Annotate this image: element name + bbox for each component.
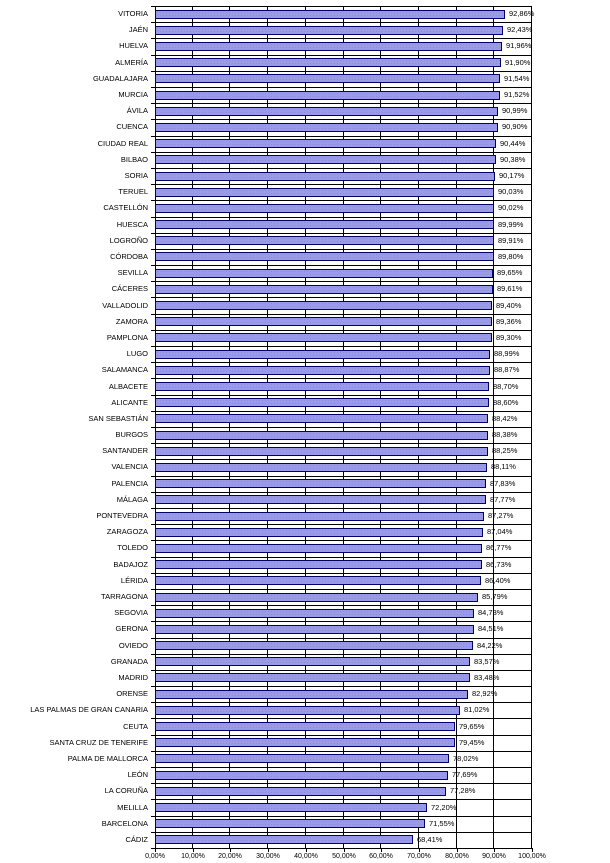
category-gridline — [155, 330, 532, 331]
category-label: CUENCA — [116, 122, 148, 131]
value-tick — [381, 848, 382, 852]
category-tick — [151, 670, 155, 671]
bar-value-label: 88,42% — [492, 414, 518, 423]
category-tick — [151, 443, 155, 444]
bar-value-label: 77,69% — [452, 770, 478, 779]
category-label: LUGO — [126, 349, 148, 358]
value-tick — [457, 848, 458, 852]
bar — [155, 738, 455, 747]
category-gridline — [155, 119, 532, 120]
category-tick — [151, 751, 155, 752]
category-label: JAÉN — [128, 25, 148, 34]
category-label: ZARAGOZA — [106, 527, 148, 536]
category-label: VALLADOLID — [102, 301, 148, 310]
category-tick — [151, 6, 155, 7]
bar-value-label: 90,90% — [502, 122, 528, 131]
category-tick — [151, 265, 155, 266]
category-label: LÉRIDA — [120, 576, 148, 585]
category-gridline — [155, 38, 532, 39]
bar-value-label: 90,03% — [498, 187, 524, 196]
bar-value-label: 87,04% — [487, 527, 513, 536]
category-tick — [151, 508, 155, 509]
bar — [155, 722, 455, 731]
category-gridline — [155, 654, 532, 655]
category-label: CÁCERES — [111, 284, 148, 293]
category-gridline — [155, 686, 532, 687]
category-tick — [151, 783, 155, 784]
category-tick — [151, 686, 155, 687]
category-tick — [151, 346, 155, 347]
category-label: BURGOS — [115, 430, 148, 439]
category-label: BADAJOZ — [113, 560, 148, 569]
category-label: VALENCIA — [111, 462, 148, 471]
value-tick — [193, 848, 194, 852]
category-tick — [151, 427, 155, 428]
value-tick — [306, 848, 307, 852]
bar-value-label: 68,41% — [417, 835, 443, 844]
category-label: ZAMORA — [115, 317, 148, 326]
category-tick — [151, 71, 155, 72]
bar — [155, 58, 501, 67]
value-axis-tick-label: 70,00% — [407, 853, 431, 860]
bar — [155, 447, 488, 456]
bar-value-label: 86,40% — [485, 576, 511, 585]
category-gridline — [155, 816, 532, 817]
category-gridline — [155, 362, 532, 363]
category-tick — [151, 152, 155, 153]
category-label: SEGOVIA — [114, 608, 148, 617]
bar-value-label: 87,77% — [490, 495, 516, 504]
category-gridline — [155, 589, 532, 590]
category-gridline — [155, 492, 532, 493]
category-label: ALICANTE — [111, 398, 148, 407]
bar — [155, 673, 470, 682]
category-label: GERONA — [115, 624, 148, 633]
category-tick — [151, 297, 155, 298]
category-tick — [151, 378, 155, 379]
bar — [155, 512, 484, 521]
category-gridline — [155, 103, 532, 104]
category-tick — [151, 589, 155, 590]
bar-value-label: 88,99% — [494, 349, 520, 358]
bar — [155, 625, 474, 634]
bar — [155, 835, 413, 844]
value-axis-tick-label: 50,00% — [332, 853, 356, 860]
category-tick — [151, 184, 155, 185]
bar — [155, 10, 505, 19]
value-tick — [344, 848, 345, 852]
bar — [155, 107, 498, 116]
bar-value-label: 92,43% — [507, 25, 533, 34]
bar-value-label: 79,65% — [459, 722, 485, 731]
category-gridline — [155, 638, 532, 639]
category-gridline — [155, 832, 532, 833]
category-gridline — [155, 751, 532, 752]
category-tick — [151, 411, 155, 412]
category-label: CIUDAD REAL — [97, 139, 148, 148]
bar — [155, 431, 488, 440]
bar-value-label: 90,17% — [499, 171, 525, 180]
category-label: TARRAGONA — [101, 592, 148, 601]
category-tick — [151, 718, 155, 719]
bar — [155, 123, 498, 132]
category-tick — [151, 168, 155, 169]
bar-value-label: 88,87% — [494, 365, 520, 374]
category-label: PALENCIA — [111, 479, 148, 488]
category-label: LOGROÑO — [109, 236, 148, 245]
bar — [155, 26, 503, 35]
value-tick — [155, 848, 156, 852]
category-tick — [151, 103, 155, 104]
bar-value-label: 88,70% — [493, 382, 519, 391]
category-tick — [151, 492, 155, 493]
value-axis-tick-label: 60,00% — [369, 853, 393, 860]
value-axis-tick-label: 90,00% — [482, 853, 506, 860]
bar — [155, 317, 492, 326]
bar-value-label: 84,51% — [478, 624, 504, 633]
category-tick — [151, 38, 155, 39]
category-gridline — [155, 346, 532, 347]
category-gridline — [155, 621, 532, 622]
category-label: LEÓN — [127, 770, 148, 779]
bar — [155, 285, 493, 294]
category-tick — [151, 119, 155, 120]
bar — [155, 819, 425, 828]
bar-value-label: 90,02% — [498, 203, 524, 212]
category-label: PONTEVEDRA — [96, 511, 148, 520]
category-gridline — [155, 735, 532, 736]
bar — [155, 544, 482, 553]
bar — [155, 593, 478, 602]
category-label: SEVILLA — [117, 268, 148, 277]
bar — [155, 690, 468, 699]
bar — [155, 74, 500, 83]
bar — [155, 657, 470, 666]
category-gridline — [155, 22, 532, 23]
bar-value-label: 88,60% — [493, 398, 519, 407]
bar — [155, 236, 494, 245]
bar-value-label: 83,57% — [474, 657, 500, 666]
category-label: CÁDIZ — [125, 835, 148, 844]
bar-value-label: 88,38% — [492, 430, 518, 439]
bar — [155, 398, 489, 407]
bar — [155, 754, 449, 763]
category-gridline — [155, 265, 532, 266]
value-axis-tick-label: 100,00% — [518, 853, 546, 860]
bar — [155, 787, 446, 796]
category-gridline — [155, 605, 532, 606]
category-label: PALMA DE MALLORCA — [67, 754, 148, 763]
bar-value-label: 84,73% — [478, 608, 504, 617]
bar-value-label: 91,54% — [504, 74, 530, 83]
value-axis-tick-label: 10,00% — [181, 853, 205, 860]
bar-value-label: 90,99% — [502, 106, 528, 115]
bar-value-label: 85,79% — [482, 592, 508, 601]
bar-value-label: 87,27% — [488, 511, 514, 520]
category-gridline — [155, 443, 532, 444]
bar-value-label: 90,38% — [500, 155, 526, 164]
bar-value-label: 91,96% — [506, 41, 532, 50]
category-tick — [151, 217, 155, 218]
category-label: OVIEDO — [118, 641, 148, 650]
bar-value-label: 89,30% — [496, 333, 522, 342]
category-gridline — [155, 184, 532, 185]
category-tick — [151, 557, 155, 558]
bar — [155, 333, 492, 342]
bar-value-label: 87,83% — [490, 479, 516, 488]
category-tick — [151, 22, 155, 23]
category-tick — [151, 136, 155, 137]
category-label: LAS PALMAS DE GRAN CANARIA — [30, 705, 148, 714]
category-gridline — [155, 71, 532, 72]
category-gridline — [155, 55, 532, 56]
bar — [155, 301, 492, 310]
bar-value-label: 89,99% — [498, 220, 524, 229]
value-axis-tick-label: 20,00% — [218, 853, 242, 860]
bar-value-label: 89,91% — [498, 236, 524, 245]
category-tick — [151, 832, 155, 833]
category-tick — [151, 638, 155, 639]
category-label: VITORIA — [118, 9, 148, 18]
category-gridline — [155, 459, 532, 460]
bar-value-label: 86,73% — [486, 560, 512, 569]
category-label: CÓRDOBA — [110, 252, 148, 261]
category-gridline — [155, 670, 532, 671]
category-tick — [151, 314, 155, 315]
category-gridline — [155, 411, 532, 412]
bar-value-label: 88,11% — [491, 462, 516, 471]
category-gridline — [155, 87, 532, 88]
value-axis-tick-label: 80,00% — [445, 853, 469, 860]
category-label: GRANADA — [110, 657, 148, 666]
category-tick — [151, 249, 155, 250]
bar-value-label: 77,28% — [450, 786, 476, 795]
category-gridline — [155, 718, 532, 719]
category-tick — [151, 573, 155, 574]
category-gridline — [155, 200, 532, 201]
bar — [155, 220, 494, 229]
category-tick — [151, 87, 155, 88]
bar-value-label: 89,40% — [496, 301, 522, 310]
bar — [155, 188, 494, 197]
bar — [155, 155, 496, 164]
category-tick — [151, 281, 155, 282]
category-label: SALAMANCA — [101, 365, 148, 374]
category-gridline — [155, 6, 532, 7]
category-label: MÁLAGA — [116, 495, 148, 504]
category-gridline — [155, 217, 532, 218]
category-label: SANTANDER — [102, 446, 148, 455]
category-gridline — [155, 557, 532, 558]
category-gridline — [155, 783, 532, 784]
bar-value-label: 89,80% — [498, 252, 524, 261]
bar-value-label: 89,61% — [497, 284, 523, 293]
category-label: GUADALAJARA — [92, 74, 148, 83]
category-gridline — [155, 395, 532, 396]
value-tick — [494, 848, 495, 852]
category-tick — [151, 540, 155, 541]
bar — [155, 382, 489, 391]
category-tick — [151, 816, 155, 817]
category-gridline — [155, 152, 532, 153]
category-label: BARCELONA — [101, 819, 148, 828]
value-tick — [419, 848, 420, 852]
bar-value-label: 86,77% — [486, 543, 512, 552]
bar — [155, 463, 487, 472]
category-tick — [151, 654, 155, 655]
category-gridline — [155, 702, 532, 703]
category-tick — [151, 735, 155, 736]
bar-value-label: 88,25% — [492, 446, 518, 455]
bar-value-label: 78,02% — [453, 754, 479, 763]
category-gridline — [155, 767, 532, 768]
bar — [155, 771, 448, 780]
category-gridline — [155, 233, 532, 234]
category-label: HUESCA — [116, 220, 148, 229]
bar — [155, 576, 481, 585]
bar-value-label: 83,48% — [474, 673, 500, 682]
bar-value-label: 91,90% — [505, 58, 531, 67]
category-gridline — [155, 540, 532, 541]
bar-value-label: 89,65% — [497, 268, 523, 277]
category-tick — [151, 799, 155, 800]
category-tick — [151, 767, 155, 768]
category-label: PAMPLONA — [106, 333, 148, 342]
bar — [155, 706, 460, 715]
bar — [155, 269, 493, 278]
bar — [155, 560, 482, 569]
category-tick — [151, 476, 155, 477]
bar — [155, 479, 486, 488]
bar-value-label: 71,55% — [429, 819, 455, 828]
bar — [155, 252, 494, 261]
bar-value-label: 84,22% — [477, 641, 503, 650]
category-tick — [151, 621, 155, 622]
category-gridline — [155, 168, 532, 169]
category-tick — [151, 330, 155, 331]
bar — [155, 139, 496, 148]
bar — [155, 528, 483, 537]
category-gridline — [155, 508, 532, 509]
category-label: SANTA CRUZ DE TENERIFE — [49, 738, 148, 747]
category-label: ÁVILA — [126, 106, 148, 115]
category-label: ORENSE — [116, 689, 148, 698]
category-label: ALMERÍA — [115, 58, 148, 67]
bar — [155, 204, 494, 213]
bar — [155, 350, 490, 359]
bar — [155, 172, 495, 181]
bar — [155, 91, 500, 100]
category-gridline — [155, 281, 532, 282]
category-label: BILBAO — [120, 155, 148, 164]
category-tick — [151, 200, 155, 201]
bar — [155, 495, 486, 504]
category-label: MELILLA — [117, 803, 148, 812]
bar — [155, 641, 473, 650]
category-label: MADRID — [118, 673, 148, 682]
category-gridline — [155, 799, 532, 800]
category-gridline — [155, 573, 532, 574]
bar-value-label: 82,92% — [472, 689, 498, 698]
bar — [155, 414, 488, 423]
category-gridline — [155, 378, 532, 379]
category-gridline — [155, 476, 532, 477]
category-gridline — [155, 297, 532, 298]
category-gridline — [155, 249, 532, 250]
category-gridline — [155, 136, 532, 137]
bar-value-label: 79,45% — [459, 738, 485, 747]
bar-value-label: 81,02% — [464, 705, 490, 714]
value-axis-tick-label: 40,00% — [294, 853, 318, 860]
category-tick — [151, 395, 155, 396]
category-label: SORIA — [124, 171, 148, 180]
category-label: LA CORUÑA — [104, 786, 148, 795]
value-tick — [230, 848, 231, 852]
category-gridline — [155, 524, 532, 525]
bar — [155, 366, 490, 375]
value-tick — [532, 848, 533, 852]
category-tick — [151, 459, 155, 460]
category-label: TOLEDO — [117, 543, 148, 552]
category-label: ALBACETE — [108, 382, 148, 391]
category-label: CASTELLÓN — [103, 203, 148, 212]
category-tick — [151, 702, 155, 703]
bar-value-label: 90,44% — [500, 139, 526, 148]
value-axis-tick-label: 30,00% — [256, 853, 280, 860]
category-gridline — [155, 314, 532, 315]
bar-value-label: 92,86% — [509, 9, 535, 18]
category-label: HUELVA — [119, 41, 148, 50]
category-tick — [151, 605, 155, 606]
bar-value-label: 89,36% — [496, 317, 522, 326]
bar — [155, 803, 427, 812]
bar-value-label: 72,20% — [431, 803, 457, 812]
category-label: SAN SEBASTIÁN — [88, 414, 148, 423]
category-tick — [151, 233, 155, 234]
value-tick — [268, 848, 269, 852]
category-label: CEUTA — [123, 722, 148, 731]
category-gridline — [155, 427, 532, 428]
category-tick — [151, 524, 155, 525]
category-label: MURCIA — [118, 90, 148, 99]
category-label: TERUEL — [118, 187, 148, 196]
bar — [155, 609, 474, 618]
category-tick — [151, 55, 155, 56]
bar-value-label: 91,52% — [504, 90, 530, 99]
value-axis-tick-label: 0,00% — [145, 853, 165, 860]
bar — [155, 42, 502, 51]
category-tick — [151, 362, 155, 363]
